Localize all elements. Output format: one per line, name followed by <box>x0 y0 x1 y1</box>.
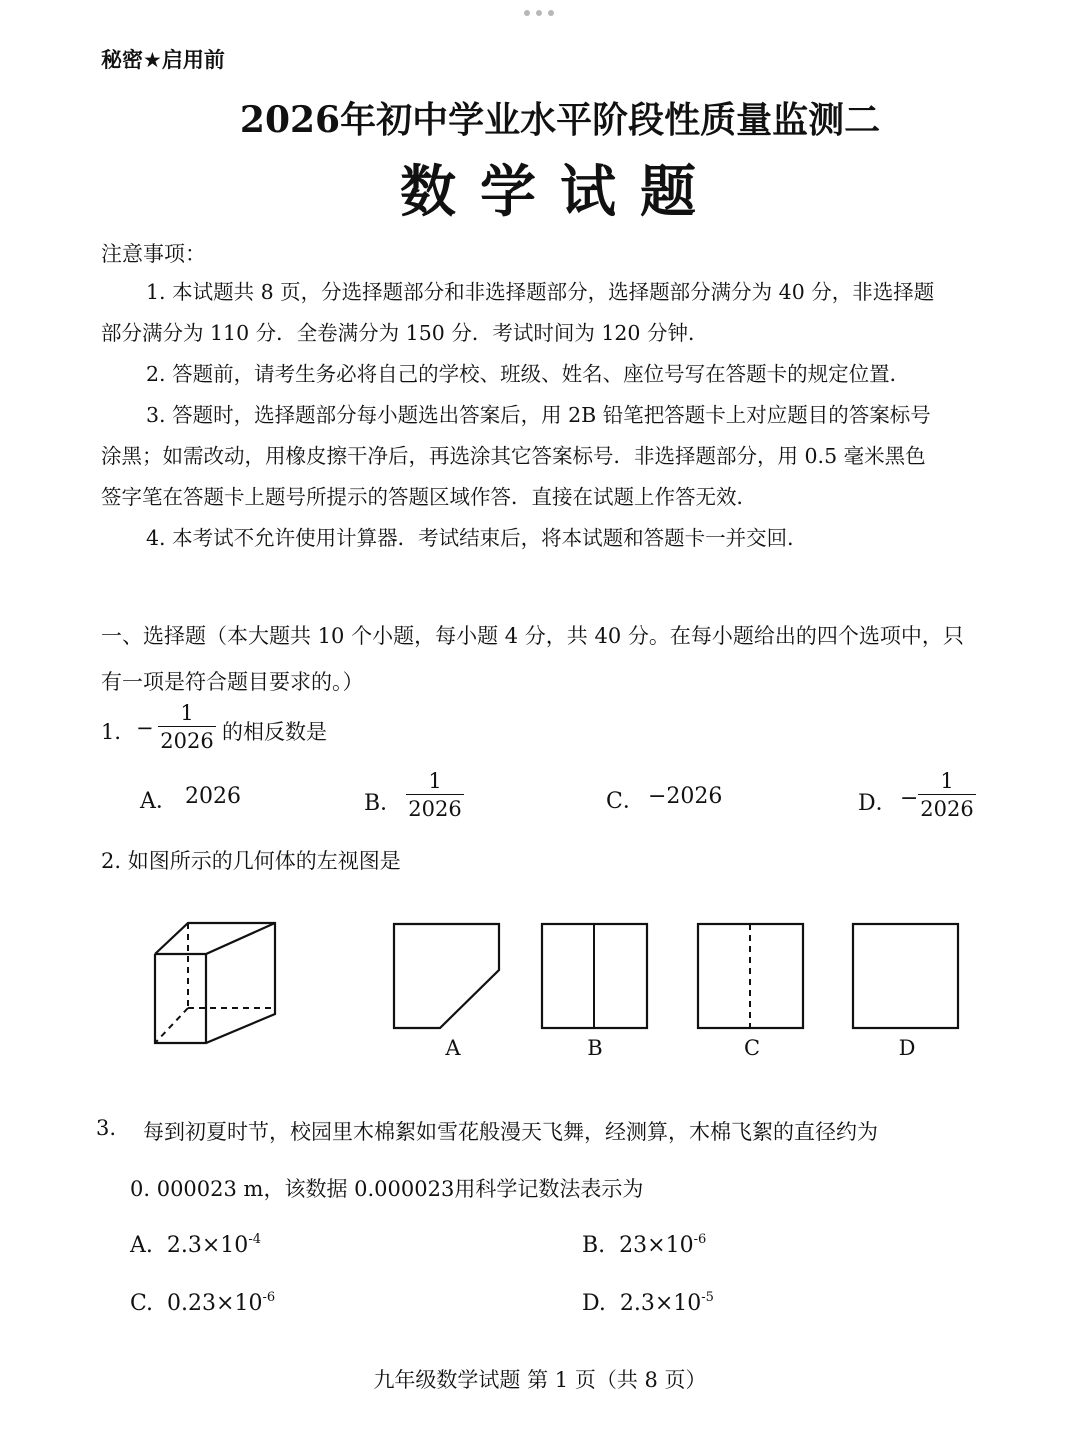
square-shape <box>853 924 958 1028</box>
more-dots-icon[interactable] <box>524 4 558 20</box>
q1-d-den: 2026 <box>920 797 974 821</box>
q1-option-a-label: A． <box>140 789 178 814</box>
subject-title: 数学试题 <box>400 159 720 225</box>
q1-option-d-label: D． <box>858 791 898 816</box>
q1-option-b-fraction <box>406 768 464 823</box>
q3-option-a <box>130 1232 261 1258</box>
q1-option-c-value: −2026 <box>648 784 723 809</box>
notice-heading: 注意事项： <box>101 242 206 266</box>
q3-option-c-base: 0.23×10 <box>167 1291 263 1316</box>
q3-option-d-base: 2.3×10 <box>619 1291 702 1316</box>
q3-option-b-exp: -6 <box>693 1232 707 1247</box>
q3-number: 3. <box>96 1116 117 1140</box>
notice-item-3-cont: 涂黑；如需改动，用橡皮擦干净后，再选涂其它答案标号．非选择题部分，用 0.5 毫米黑色 <box>101 444 926 468</box>
q3-option-b-label: B. <box>582 1233 606 1258</box>
notice-item-1: 1. 本试题共 8 页，分选择题部分和非选择题部分，选择题部分满分为 40 分，非选择题 <box>146 280 935 304</box>
q2-option-a-figure <box>390 920 504 1034</box>
q3-option-c-exp: -6 <box>262 1290 276 1305</box>
q1-fraction <box>158 700 216 755</box>
dot <box>548 10 554 16</box>
notice-item-3-cont2: 签字笔在答题卡上题号所提示的答题区域作答．直接在试题上作答无效． <box>101 485 757 509</box>
pentagon-shape <box>394 924 499 1028</box>
q1-b-num: 1 <box>428 769 442 793</box>
section-heading-cont: 有一项是符合题目要求的。） <box>101 670 364 694</box>
q2-option-c-figure <box>694 920 808 1034</box>
q1-b-den: 2026 <box>408 797 462 821</box>
q1-option-d-minus: − <box>900 786 919 811</box>
q3-option-c-label: C. <box>130 1291 154 1316</box>
q1-minus: − <box>136 716 154 740</box>
notice-item-2: 2. 答题前，请考生务必将自己的学校、班级、姓名、座位号写在答题卡的规定位置． <box>146 362 911 386</box>
q1-number: 1． <box>101 720 136 744</box>
q3-option-d-exp: -5 <box>701 1290 714 1305</box>
q2-label-b: B <box>587 1036 603 1060</box>
q2-label-a: A <box>445 1036 461 1060</box>
q3-option-d-label: D. <box>582 1291 606 1316</box>
q1-option-d-fraction <box>918 768 976 823</box>
notice-item-3: 3. 答题时，选择题部分每小题选出答案后，用 2B 铅笔把答题卡上对应题目的答案标号 <box>146 403 931 427</box>
dot <box>524 10 530 16</box>
q1-frac-num: 1 <box>180 701 194 725</box>
q3-option-b <box>582 1232 706 1258</box>
q1-option-b-label: B． <box>364 791 403 816</box>
q3-option-a-base: 2.3×10 <box>166 1233 249 1258</box>
section-heading: 一、选择题（本大题共 10 个小题，每小题 4 分，共 40 分。在每小题给出的四个选项中，只 <box>101 624 964 648</box>
q3-option-b-base: 23×10 <box>619 1233 694 1258</box>
dot <box>536 10 542 16</box>
geometric-solid-figure <box>148 918 284 1050</box>
q1-option-c-label: C． <box>606 789 645 814</box>
exam-title: 2026年初中学业水平阶段性质量监测二 <box>239 99 881 141</box>
q3-option-c <box>130 1290 275 1316</box>
q1-frac-den: 2026 <box>160 729 214 753</box>
notice-item-4: 4. 本考试不允许使用计算器．考试结束后，将本试题和答题卡一并交回． <box>146 526 808 550</box>
q3-line2: 0. 000023 m，该数据 0.000023用科学记数法表示为 <box>130 1177 644 1201</box>
secret-mark: 秘密★启用前 <box>101 48 225 72</box>
hidden-edge-diagonal <box>155 1008 188 1043</box>
notice-item-1-cont: 部分满分为 110 分．全卷满分为 150 分．考试时间为 120 分钟． <box>101 321 709 345</box>
q2-option-b-figure <box>538 920 652 1034</box>
q2-label-c: C <box>743 1036 761 1060</box>
q2-option-d-figure <box>849 920 963 1034</box>
q3-option-a-label: A. <box>130 1233 153 1258</box>
q1-stem: 的相反数是 <box>222 720 327 744</box>
q1-option-a-value: 2026 <box>185 784 241 809</box>
q3-option-a-exp: -4 <box>248 1232 261 1247</box>
q2-label-d: D <box>898 1036 916 1060</box>
q1-d-num: 1 <box>940 769 954 793</box>
q2-stem: 2. 如图所示的几何体的左视图是 <box>101 849 401 873</box>
q3-line1: 每到初夏时节，校园里木棉絮如雪花般漫天飞舞，经测算，木棉飞絮的直径约为 <box>143 1120 878 1144</box>
q3-option-d <box>582 1290 714 1316</box>
page-footer: 九年级数学试题 第 1 页（共 8 页） <box>373 1368 707 1392</box>
